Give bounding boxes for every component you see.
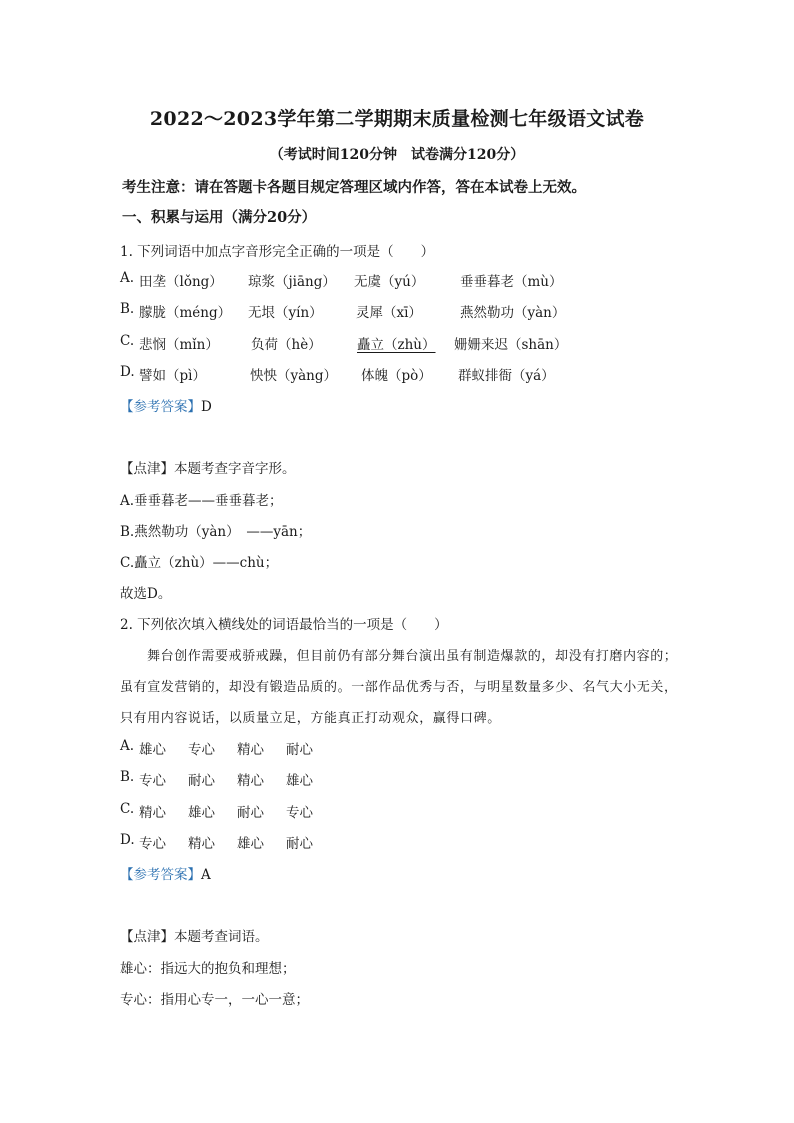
option-label: C. bbox=[120, 333, 135, 349]
option-label: B. bbox=[120, 301, 135, 317]
option-word: 体魄（pò） bbox=[361, 368, 432, 384]
analysis-label: 【点津】 bbox=[120, 461, 174, 477]
option-word: 雄心 bbox=[188, 805, 215, 821]
question-2-analysis bbox=[120, 925, 269, 945]
option-word: 群蚁排衙（yá） bbox=[458, 368, 555, 384]
answer-value: A bbox=[201, 867, 211, 883]
option-label: D. bbox=[120, 364, 135, 380]
analysis-note: 故选D。 bbox=[120, 586, 172, 602]
option-word: 朦胧（méng） bbox=[139, 305, 232, 321]
question-1-answer bbox=[120, 395, 212, 415]
analysis-text: 本题考查词语。 bbox=[174, 929, 269, 945]
option-word: 矗立（zhù） bbox=[357, 337, 436, 353]
option-word: 精心 bbox=[139, 805, 166, 821]
option-word: 怏怏（yàng） bbox=[250, 368, 338, 384]
option-label: A. bbox=[120, 738, 135, 754]
option-word: 精心 bbox=[188, 836, 215, 852]
option-word: 耐心 bbox=[286, 836, 313, 852]
option-word: 专心 bbox=[188, 742, 215, 758]
option-word: 雄心 bbox=[139, 742, 166, 758]
option-word: 譬如（pì） bbox=[139, 368, 206, 384]
question-2-stem: 2. 下列依次填入横线处的词语最恰当的一项是（ ） bbox=[120, 617, 448, 633]
option-word: 耐心 bbox=[237, 805, 264, 821]
answer-label: 【参考答案】 bbox=[120, 867, 201, 883]
option-word: 雄心 bbox=[286, 773, 313, 789]
analysis-note: 专心：指用心专一，一心一意； bbox=[120, 992, 309, 1008]
option-word: 耐心 bbox=[188, 773, 215, 789]
option-word: 田垄（lǒng） bbox=[139, 274, 223, 290]
question-1-stem: 1. 下列词语中加点字音形完全正确的一项是（ ） bbox=[120, 244, 435, 260]
analysis-text: 本题考查字音字形。 bbox=[174, 461, 296, 477]
exam-info: （考试时间120分钟 试卷满分120分） bbox=[269, 147, 525, 163]
option-word: 专心 bbox=[286, 805, 313, 821]
option-word: 耐心 bbox=[286, 742, 313, 758]
option-label: A. bbox=[120, 270, 135, 286]
analysis-note: 雄心：指远大的抱负和理想； bbox=[120, 961, 296, 977]
option-word: 雄心 bbox=[237, 836, 264, 852]
option-label: D. bbox=[120, 832, 135, 848]
analysis-note: C.矗立（zhù）——chù； bbox=[120, 555, 279, 571]
passage-line: 虽有宣发营销的，却没有锻造品质的。一部作品优秀与否，与明星数量多少、名气大小无关， bbox=[120, 680, 678, 695]
question-2-answer bbox=[120, 863, 211, 883]
analysis-label: 【点津】 bbox=[120, 929, 174, 945]
option-word: 精心 bbox=[237, 742, 264, 758]
question-1-analysis bbox=[120, 457, 296, 477]
option-word: 无虞（yú） bbox=[354, 274, 425, 290]
option-word: 专心 bbox=[139, 836, 166, 852]
analysis-note: A.垂垂暮老——垂垂暮老； bbox=[120, 493, 283, 509]
passage-line: 舞台创作需要戒骄戒躁，但目前仍有部分舞台演出虽有制造爆款的，却没有打磨内容的； bbox=[147, 649, 678, 664]
page-title: 2022～2023学年第二学期期末质量检测七年级语文试卷 bbox=[149, 108, 645, 130]
option-label: B. bbox=[120, 769, 135, 785]
exam-notice: 考生注意：请在答题卡各题目规定答理区域内作答，答在本试卷上无效。 bbox=[122, 179, 586, 196]
option-word: 垂垂暮老（mù） bbox=[460, 274, 563, 290]
option-label: C. bbox=[120, 801, 135, 817]
option-word: 琼浆（jiāng） bbox=[248, 274, 336, 290]
answer-label: 【参考答案】 bbox=[120, 399, 201, 415]
option-word: 姗姗来迟（shān） bbox=[454, 337, 568, 353]
section-heading: 一、积累与运用（满分20分） bbox=[122, 209, 317, 226]
answer-value: D bbox=[201, 399, 212, 415]
analysis-note: B.燕然勒功（yàn） ——yān； bbox=[120, 524, 312, 540]
option-word: 无垠（yín） bbox=[248, 305, 323, 321]
passage-line: 只有用内容说话，以质量立足，方能真正打动观众，赢得口碑。 bbox=[120, 711, 501, 726]
option-word: 燕然勒功（yàn） bbox=[460, 305, 566, 321]
option-word: 负荷（hè） bbox=[251, 337, 322, 353]
option-word: 专心 bbox=[139, 773, 166, 789]
option-word: 精心 bbox=[237, 773, 264, 789]
option-word: 悲悯（mǐn） bbox=[139, 337, 219, 353]
option-word: 灵犀（xī） bbox=[356, 305, 422, 321]
